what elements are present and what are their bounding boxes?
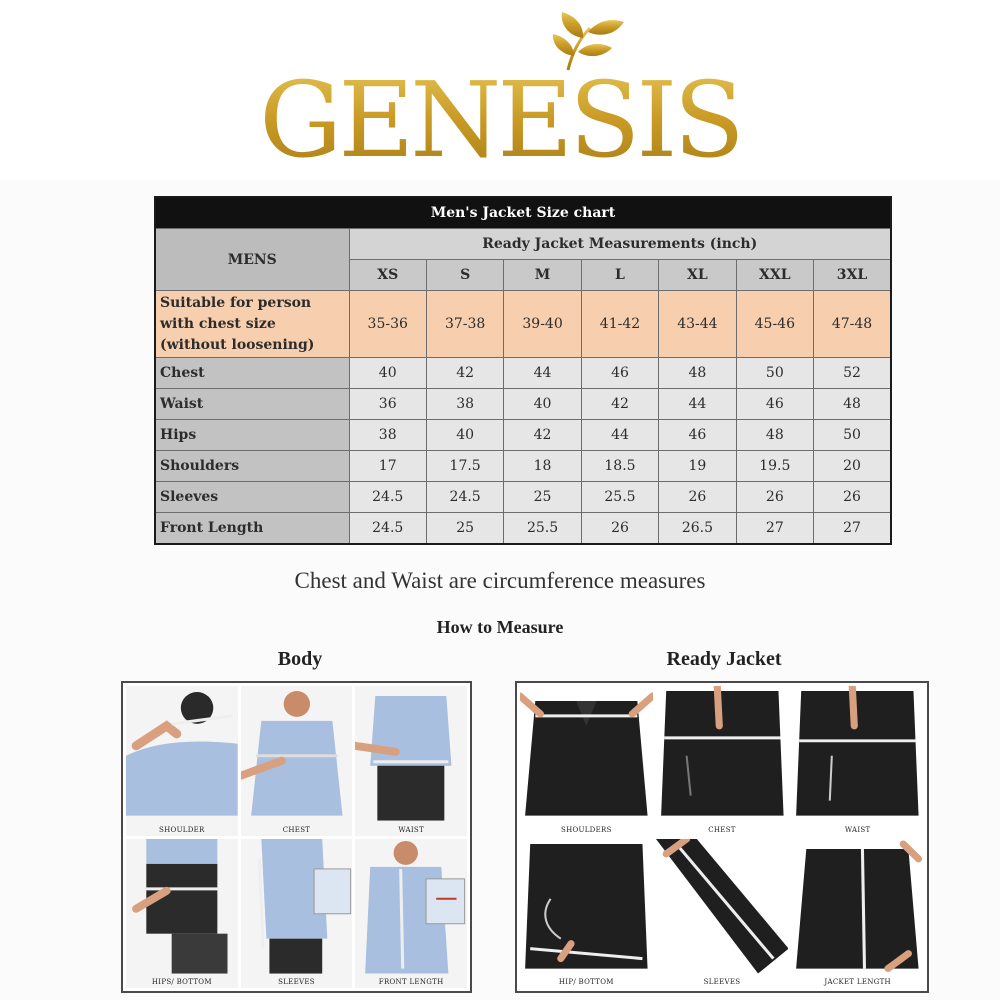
logo-graphic bbox=[250, 8, 750, 168]
suitable-label-line: (without loosening) bbox=[160, 336, 315, 353]
table-cell: 18.5 bbox=[581, 451, 658, 482]
suitable-chest-label bbox=[155, 291, 349, 358]
table-cell: 40 bbox=[426, 420, 503, 451]
table-cell: 44 bbox=[581, 420, 658, 451]
table-cell: 26 bbox=[659, 482, 736, 513]
size-header: L bbox=[581, 260, 658, 291]
table-title: Men's Jacket Size chart bbox=[155, 197, 891, 229]
table-cell: 19 bbox=[659, 451, 736, 482]
table-cell: 50 bbox=[814, 420, 891, 451]
table-cell: 25 bbox=[504, 482, 581, 513]
table-cell: 26 bbox=[814, 482, 891, 513]
table-cell: 26.5 bbox=[659, 513, 736, 545]
genesis-logo bbox=[250, 8, 750, 168]
table-cell: 45-46 bbox=[736, 291, 813, 358]
caption: FRONT LENGTH bbox=[378, 978, 444, 986]
table-cell: 44 bbox=[504, 358, 581, 389]
caption: SHOULDERS bbox=[560, 825, 612, 834]
table-cell: 46 bbox=[659, 420, 736, 451]
table-cell: 24.5 bbox=[349, 513, 426, 545]
jacket-waist-photo bbox=[791, 686, 924, 836]
table-cell: 41-42 bbox=[581, 291, 658, 358]
jacket-hip-photo bbox=[520, 839, 653, 989]
size-header: XXL bbox=[736, 260, 813, 291]
jacket-chest-photo bbox=[656, 686, 789, 836]
table-cell: 25 bbox=[426, 513, 503, 545]
caption: SHOULDER bbox=[159, 825, 205, 834]
table-cell: 17 bbox=[349, 451, 426, 482]
table-cell: 44 bbox=[659, 389, 736, 420]
table-cell: 42 bbox=[581, 389, 658, 420]
jacket-shoulders-photo bbox=[520, 686, 653, 836]
table-cell: 47-48 bbox=[814, 291, 891, 358]
table-cell: 27 bbox=[736, 513, 813, 545]
table-row bbox=[155, 513, 891, 545]
table-cell: 24.5 bbox=[426, 482, 503, 513]
body-waist-photo bbox=[355, 686, 467, 836]
table-row bbox=[155, 358, 891, 389]
size-header: M bbox=[504, 260, 581, 291]
table-cell: 46 bbox=[736, 389, 813, 420]
table-cell: 42 bbox=[504, 420, 581, 451]
mens-header: MENS bbox=[155, 229, 349, 291]
table-row bbox=[155, 420, 891, 451]
row-label: Chest bbox=[155, 358, 349, 389]
brand-name: GENESIS bbox=[259, 59, 741, 168]
caption: WAIST bbox=[844, 825, 871, 834]
table-row bbox=[155, 389, 891, 420]
table-cell: 46 bbox=[581, 358, 658, 389]
body-hips-photo bbox=[126, 839, 238, 989]
size-header: 3XL bbox=[814, 260, 891, 291]
caption: CHEST bbox=[708, 825, 736, 834]
table-cell: 40 bbox=[349, 358, 426, 389]
table-cell: 18 bbox=[504, 451, 581, 482]
table-cell: 26 bbox=[581, 513, 658, 545]
table-cell: 17.5 bbox=[426, 451, 503, 482]
body-sleeves-photo bbox=[241, 839, 353, 989]
caption: SLEEVES bbox=[278, 978, 315, 986]
table-cell: 50 bbox=[736, 358, 813, 389]
table-cell: 38 bbox=[349, 420, 426, 451]
suitable-chest-row bbox=[155, 291, 891, 358]
header-row bbox=[155, 229, 891, 260]
table-cell: 43-44 bbox=[659, 291, 736, 358]
body-chest-photo bbox=[241, 686, 353, 836]
table-cell: 26 bbox=[736, 482, 813, 513]
caption: HIPS/ BOTTOM bbox=[151, 978, 212, 986]
table-title-row bbox=[155, 197, 891, 229]
table-cell: 48 bbox=[814, 389, 891, 420]
row-label: Sleeves bbox=[155, 482, 349, 513]
table-cell: 40 bbox=[504, 389, 581, 420]
caption: CHEST bbox=[282, 825, 311, 834]
how-to-measure-heading: How to Measure bbox=[436, 617, 564, 637]
table-cell: 35-36 bbox=[349, 291, 426, 358]
table-cell: 48 bbox=[659, 358, 736, 389]
suitable-label-line: Suitable for person bbox=[160, 294, 312, 311]
table-cell: 39-40 bbox=[504, 291, 581, 358]
circumference-note: Chest and Waist are circumference measures bbox=[294, 568, 706, 593]
body-measure-grid bbox=[121, 681, 472, 993]
table-cell: 25.5 bbox=[581, 482, 658, 513]
table-row bbox=[155, 451, 891, 482]
table-row bbox=[155, 482, 891, 513]
body-shoulder-photo bbox=[126, 686, 238, 836]
table-cell: 27 bbox=[814, 513, 891, 545]
size-chart-table bbox=[154, 196, 892, 545]
row-label: Shoulders bbox=[155, 451, 349, 482]
size-header: XS bbox=[349, 260, 426, 291]
row-label: Hips bbox=[155, 420, 349, 451]
suitable-label-line: with chest size bbox=[160, 315, 276, 332]
size-header: XL bbox=[659, 260, 736, 291]
body-panel-title: Body bbox=[277, 648, 323, 670]
body-front-length-photo bbox=[355, 839, 467, 989]
table-cell: 48 bbox=[736, 420, 813, 451]
caption: JACKET LENGTH bbox=[824, 978, 891, 986]
size-header: S bbox=[426, 260, 503, 291]
table-cell: 36 bbox=[349, 389, 426, 420]
jacket-length-photo bbox=[791, 839, 924, 989]
table-cell: 19.5 bbox=[736, 451, 813, 482]
row-label: Waist bbox=[155, 389, 349, 420]
caption: HIP/ BOTTOM bbox=[558, 978, 614, 986]
table-cell: 37-38 bbox=[426, 291, 503, 358]
jacket-measure-grid bbox=[515, 681, 929, 993]
table-cell: 42 bbox=[426, 358, 503, 389]
jacket-sleeves-photo bbox=[656, 839, 789, 989]
table-cell: 52 bbox=[814, 358, 891, 389]
table-cell: 20 bbox=[814, 451, 891, 482]
table-cell: 24.5 bbox=[349, 482, 426, 513]
caption: SLEEVES bbox=[703, 978, 741, 986]
jacket-panel-title: Ready Jacket bbox=[666, 648, 782, 670]
caption: WAIST bbox=[398, 825, 424, 834]
table-cell: 38 bbox=[426, 389, 503, 420]
row-label: Front Length bbox=[155, 513, 349, 545]
measurements-header: Ready Jacket Measurements (inch) bbox=[349, 229, 891, 260]
table-cell: 25.5 bbox=[504, 513, 581, 545]
